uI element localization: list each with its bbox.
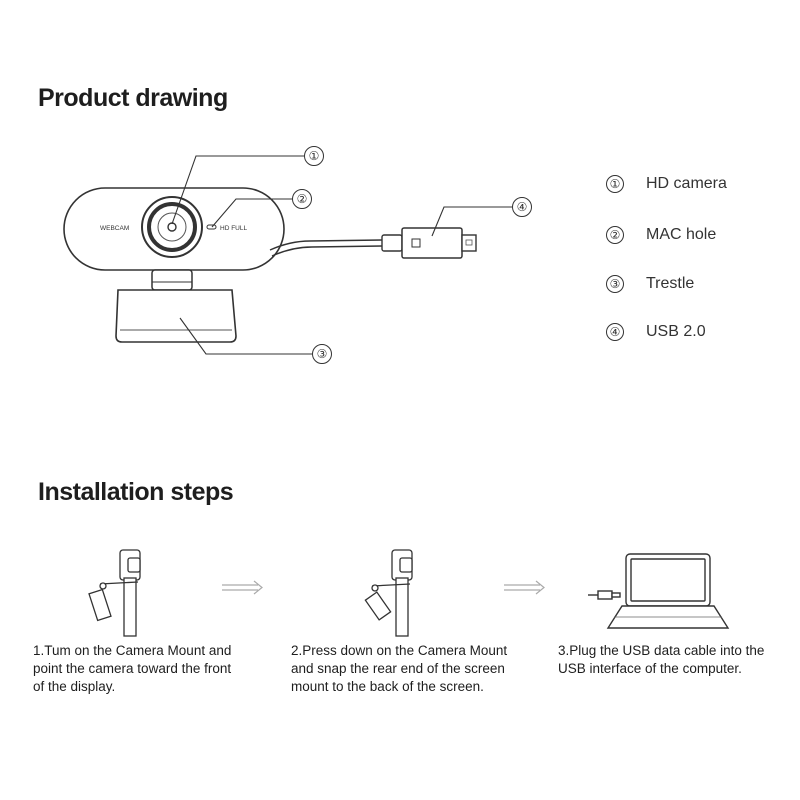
step-3-text [558,642,793,678]
step-1-line: of the display. [33,679,116,694]
callout-1: ① [304,146,324,166]
step-2-line: 2.Press down on the Camera Mount [291,643,508,658]
legend-item-hd-camera [606,175,727,193]
legend-number: ① [606,175,624,193]
callout-4: ④ [512,197,532,217]
step-1-text [33,642,278,696]
legend-item-mac-hole [606,226,716,244]
usb-cable-illustration [270,228,476,258]
step-1-line: 1.Tum on the Camera Mount and [33,643,232,658]
step-3-line: USB interface of the computer. [558,661,742,676]
legend-number: ② [606,226,624,244]
step-2-line: mount to the back of the screen. [291,679,484,694]
product-drawing-title: Product drawing [38,84,228,112]
legend-label: Trestle [646,275,695,292]
callout-2: ② [292,189,312,209]
step-2-line: and snap the rear end of the screen [291,661,505,676]
arrow-2-icon [504,581,544,594]
legend-label: MAC hole [646,226,717,243]
arrow-1-icon [222,581,262,594]
legend-label: HD camera [646,175,727,192]
legend-number: ④ [606,323,624,341]
step-3-line: 3.Plug the USB data cable into the [558,643,765,658]
webcam-illustration [64,188,284,342]
legend-label: USB 2.0 [646,323,706,340]
step-2-text [291,642,536,696]
hd-full-text: HD FULL [220,225,248,232]
step2-illustration [365,550,412,636]
webcam-text: WEBCAM [100,225,130,232]
legend-number: ③ [606,275,624,293]
installation-steps-title: Installation steps [38,478,234,506]
step-1-line: point the camera toward the front [33,661,232,676]
step1-illustration [89,550,140,636]
laptop-illustration [588,554,728,628]
legend-item-trestle [606,275,694,293]
callout-3: ③ [312,344,332,364]
legend-item-usb [606,323,706,341]
